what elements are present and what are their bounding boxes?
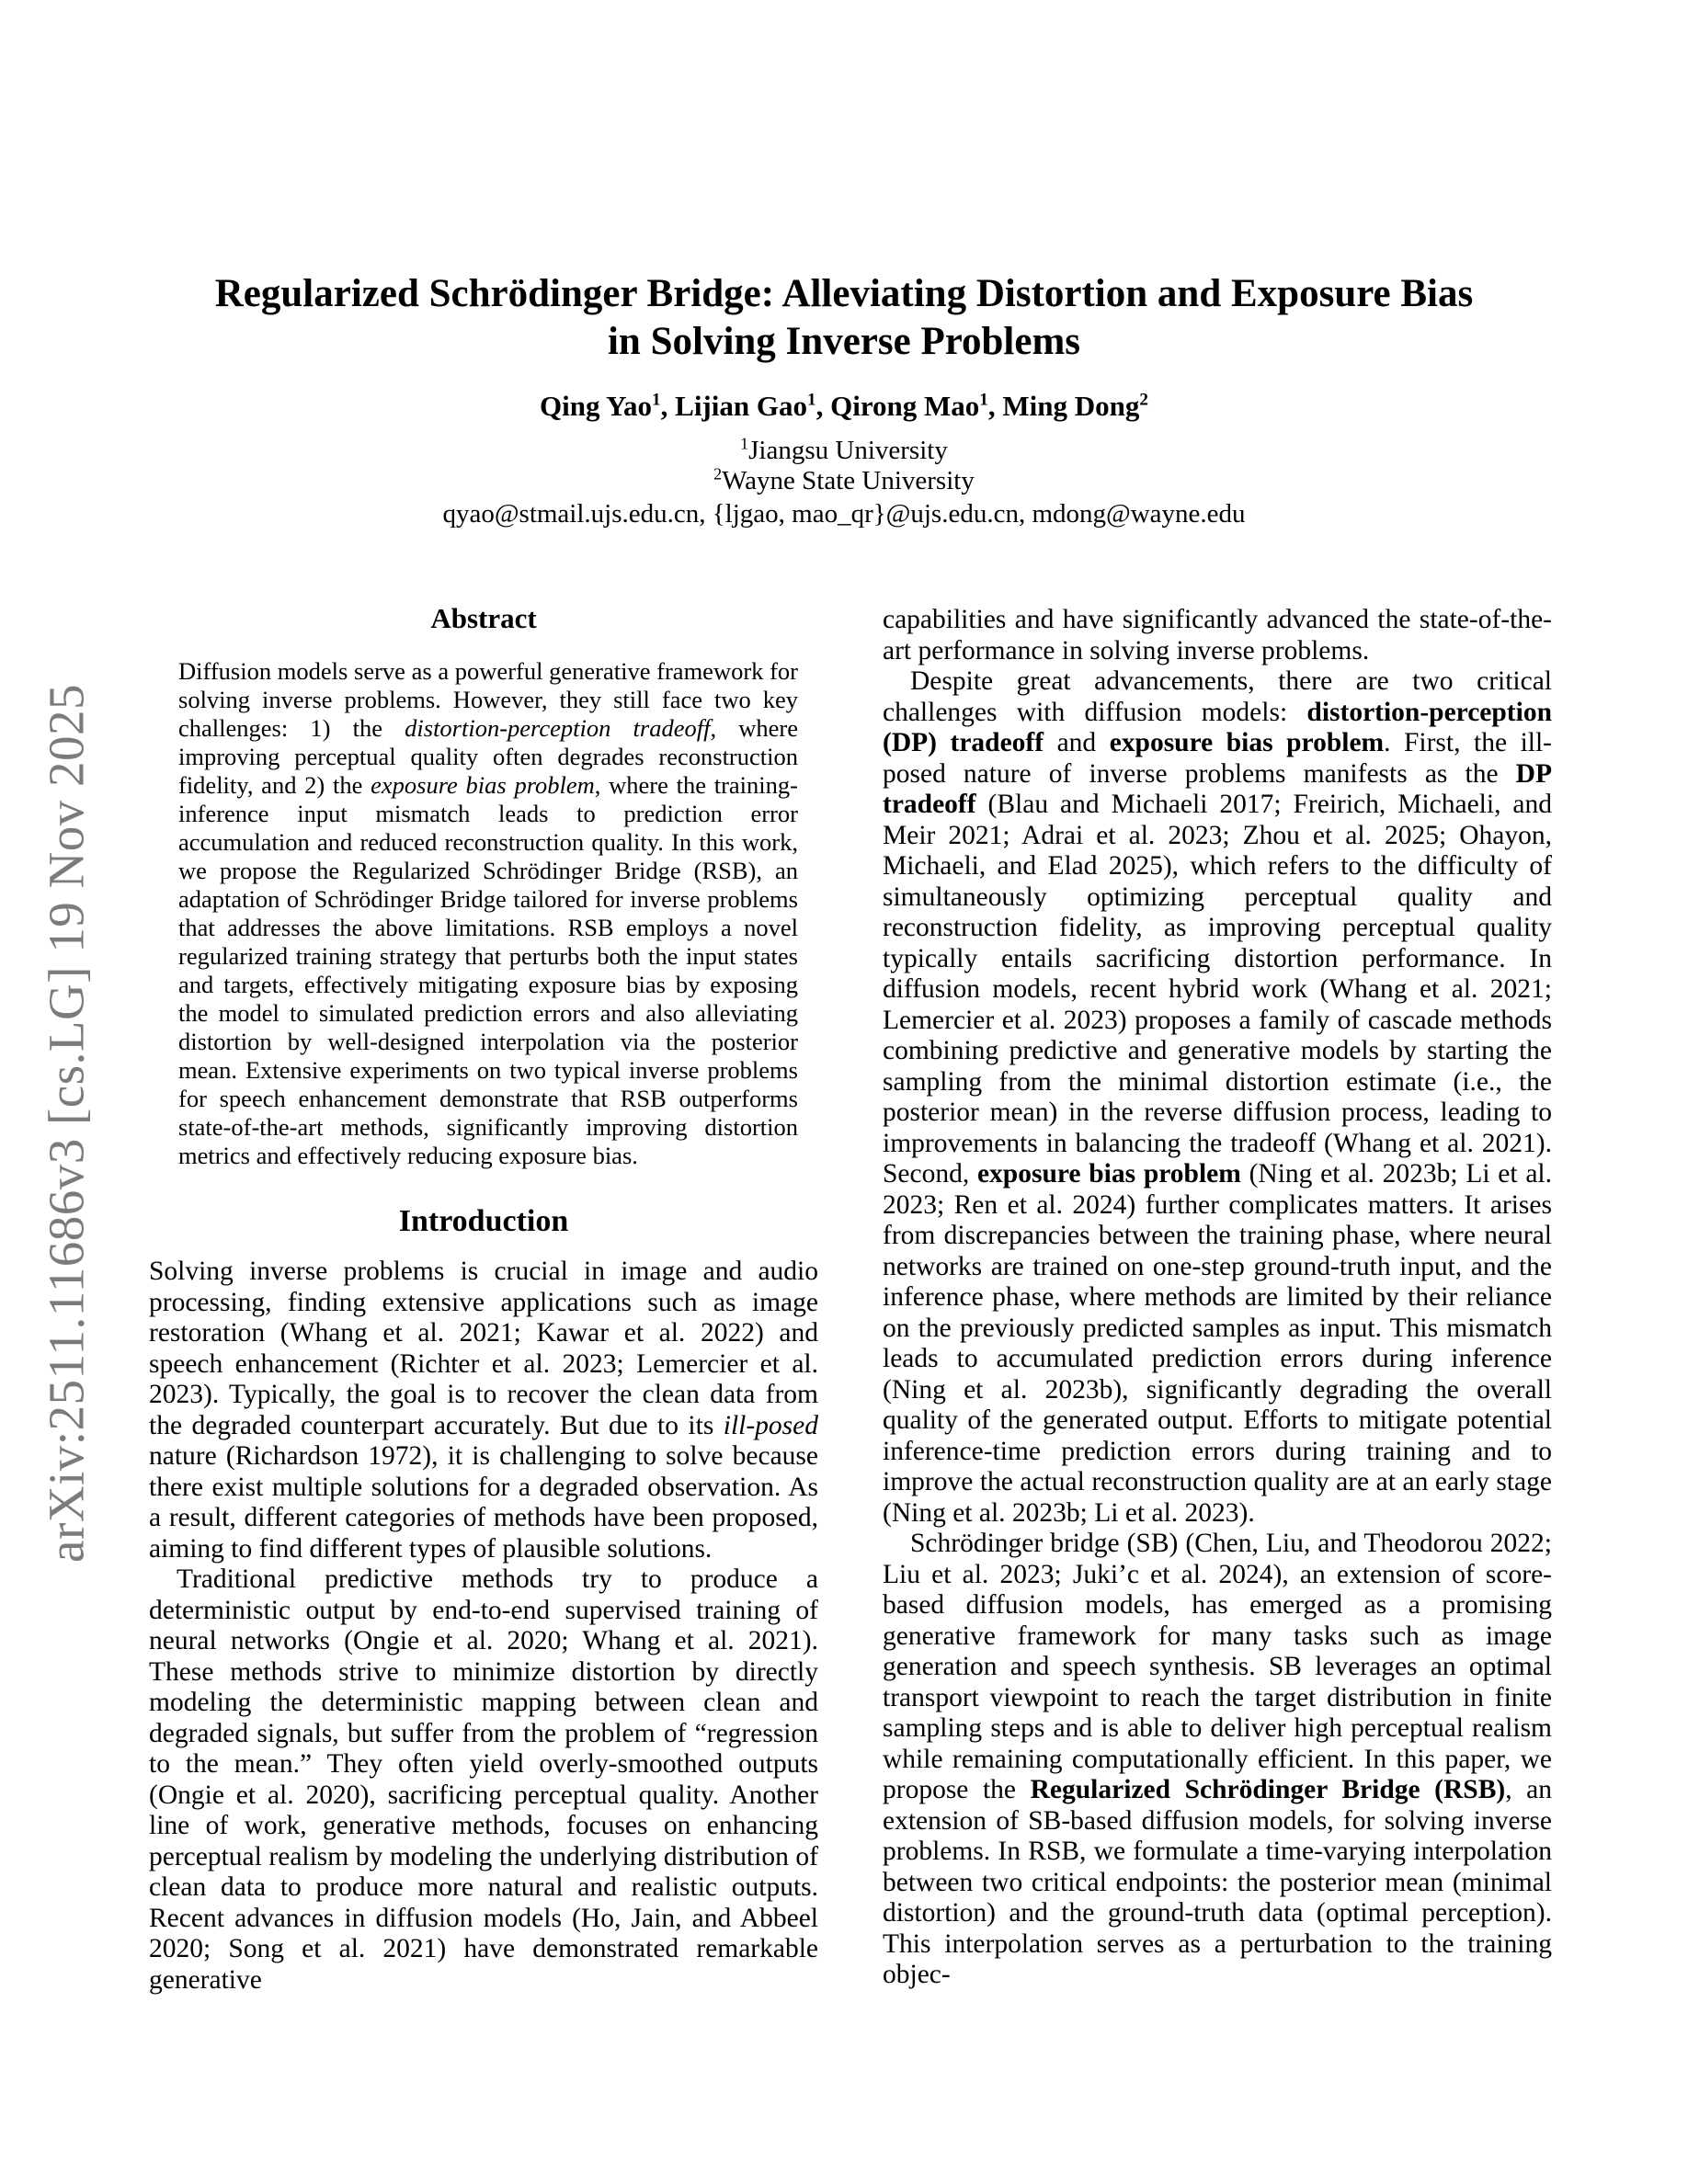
- abstract-text: Diffusion models serve as a powerful generative framework for solving inverse problems. However, they still face two key challenges: 1) the: [178, 657, 798, 742]
- title-line-1: Regularized Schrödinger Bridge: Alleviating Distortion and Exposure Bias: [214, 272, 1474, 315]
- affiliation-2: [0, 466, 1688, 496]
- title-line-2: in Solving Inverse Problems: [607, 320, 1081, 363]
- bold-term: Regularized Schrödinger Bridge (RSB): [1030, 1775, 1506, 1804]
- abstract-heading: Abstract: [430, 602, 537, 634]
- abstract-text: , where improving perceptual quality often degrades reconstruction fidelity, and 2) the: [178, 714, 798, 799]
- left-column: [149, 602, 818, 1996]
- affiliation-1-mark: 1: [740, 434, 749, 453]
- bold-term: exposure bias problem: [1109, 728, 1385, 757]
- body-text: nature (Richardson 1972), it is challenging to solve because there exist multiple solutions for a degraded observation. As a result, different categories of methods have been proposed, aiming to find different types of plausible solutions.: [149, 1441, 818, 1564]
- body-text: Schrödinger bridge (SB) (Chen, Liu, and Theodorou 2022; Liu et al. 2023; Juki’c et al. 2024), an extension of score-based diffusion models, has emerged as a promising generative framework for many tasks such as image generation and speech synthesis. SB leverages an optimal transport viewpoint to reach the target distribution in finite sampling steps and is able to deliver high perceptual realism while remaining computationally efficient. In this paper, we propose the: [883, 1529, 1552, 1804]
- affiliation-1-name: Jiangsu University: [748, 436, 948, 465]
- abstract-text: , where the training-inference input mismatch leads to prediction error accumulation and reduced reconstruction quality. In this work, we propose the Regularized Schrödinger Bridge (RSB), an adaptation of Schrödinger Bridge tailored for inverse problems that addresses the above limitations. RSB employs a novel regularized training strategy that perturbs both the input states and targets, effectively mitigating exposure bias by exposing the model to simulated prediction errors and also alleviating distortion by well-designed interpolation via the posterior mean. Extensive experiments on two typical inverse problems for speech enhancement demonstrate that RSB outperforms state-of-the-art methods, significantly improving distortion metrics and effectively reducing exposure bias.: [178, 771, 798, 1169]
- body-text: , an extension of SB-based diffusion models, for solving inverse problems. In RSB, we formulate a time-varying interpolation between two critical endpoints: the posterior mean (minimal distortion) and the ground-truth data (optimal perception). This interpolation serves as a perturbation to the training objec-: [883, 1775, 1553, 1989]
- right-paragraph-2: [883, 666, 1552, 1529]
- right-column: [883, 605, 1552, 1991]
- paper-title: [0, 270, 1688, 366]
- author-affiliation-mark: 1: [806, 390, 816, 410]
- author-name: Qing Yao: [540, 390, 653, 422]
- body-text: . First, the ill-posed nature of inverse problems manifests as the: [883, 728, 1552, 789]
- arxiv-watermark: arXiv:2511.11686v3 [cs.LG] 19 Nov 2025: [38, 684, 95, 1563]
- author-name: , Lijian Gao: [660, 390, 807, 422]
- author-affiliation-mark: 1: [979, 390, 988, 410]
- abstract-italic-term: exposure bias problem: [371, 771, 595, 799]
- paper-header: [0, 270, 1688, 529]
- body-text: Traditional predictive methods try to produce a deterministic output by end-to-end supervised training of neural networks (Ongie et al. 2020; Whang et al. 2021). These methods strive to minimize distortion by directly modeling the deterministic mapping between clean and degraded signals, but suffer from the problem of “regression to the mean.” They often yield overly-smoothed outputs (Ongie et al. 2020), sacrificing perceptual quality. Another line of work, generative methods, focuses on enhancing perceptual realism by modeling the underlying distribution of clean data to produce more natural and realistic outputs. Recent advances in diffusion models (Ho, Jain, and Abbeel 2020; Song et al. 2021) have demonstrated remarkable generative: [149, 1564, 818, 1995]
- abstract-paragraph: [178, 657, 798, 1170]
- bold-term: exposure bias problem: [976, 1159, 1241, 1189]
- body-text: Solving inverse problems is crucial in image and audio processing, finding extensive applications such as image restoration (Whang et al. 2021; Kawar et al. 2022) and speech enhancement (Richter et al. 2023; Lemercier et al. 2023). Typically, the goal is to recover the clean data from the degraded counterpart accurately. But due to its: [149, 1257, 818, 1440]
- body-text: capabilities and have significantly advanced the state-of-the-art performance in solving inverse problems.: [883, 605, 1552, 665]
- author-affiliation-mark: 2: [1139, 390, 1148, 410]
- body-text: Despite great advancements, there are two critical challenges with diffusion models:: [883, 666, 1552, 727]
- author-emails: qyao@stmail.ujs.edu.cn, {ljgao, mao_qr}@ujs.edu.cn, mdong@wayne.edu: [442, 499, 1246, 529]
- abstract-italic-term: distortion-perception tradeoff: [405, 714, 711, 742]
- bold-term: distortion-perception (DP) tradeoff: [883, 697, 1552, 757]
- author-line: [0, 390, 1688, 423]
- introduction-paragraph-2: [149, 1564, 818, 1996]
- bold-term: DP tradeoff: [883, 758, 1552, 819]
- italic-term: ill-posed: [723, 1410, 818, 1440]
- body-text: (Blau and Michaeli 2017; Freirich, Michaeli, and Meir 2021; Adrai et al. 2023; Zhou et al. 2025; Ohayon, Michaeli, and Elad 2025), which refers to the difficulty of simultaneously optimizing perceptual quality and reconstruction fidelity, as improving perceptual quality typically entails sacrificing distortion performance. In diffusion models, recent hybrid work (Whang et al. 2021; Lemercier et al. 2023) proposes a family of cascade methods combining predictive and generative models by starting the sampling from the minimal distortion estimate (i.e., the posterior mean) in the reverse diffusion process, leading to improvements in balancing the tradeoff (Whang et al. 2021). Second,: [883, 790, 1552, 1189]
- author-name: , Ming Dong: [987, 390, 1140, 422]
- introduction-heading: Introduction: [398, 1204, 569, 1238]
- affiliation-2-name: Wayne State University: [722, 466, 975, 495]
- author-affiliation-mark: 1: [652, 390, 661, 410]
- affiliations: [0, 436, 1688, 496]
- affiliation-2-mark: 2: [713, 464, 723, 483]
- right-paragraph-3: [883, 1529, 1552, 1991]
- body-text: (Ning et al. 2023b; Li et al. 2023; Ren et al. 2024) further complicates matters. It arises from discrepancies between the training phase, where neural networks are trained on one-step ground-truth input, and the inference phase, where methods are limited by their reliance on the previously predicted samples as input. This mismatch leads to accumulated prediction errors during inference (Ning et al. 2023b), significantly degrading the overall quality of the generated output. Efforts to mitigate potential inference-time prediction errors during training and to improve the actual reconstruction quality are at an early stage (Ning et al. 2023b; Li et al. 2023).: [883, 1159, 1552, 1528]
- author-name: , Qirong Mao: [815, 390, 980, 422]
- introduction-paragraph-1: [149, 1257, 818, 1564]
- right-paragraph-1: [883, 605, 1552, 666]
- affiliation-1: [0, 436, 1688, 466]
- body-text: and: [1044, 728, 1110, 757]
